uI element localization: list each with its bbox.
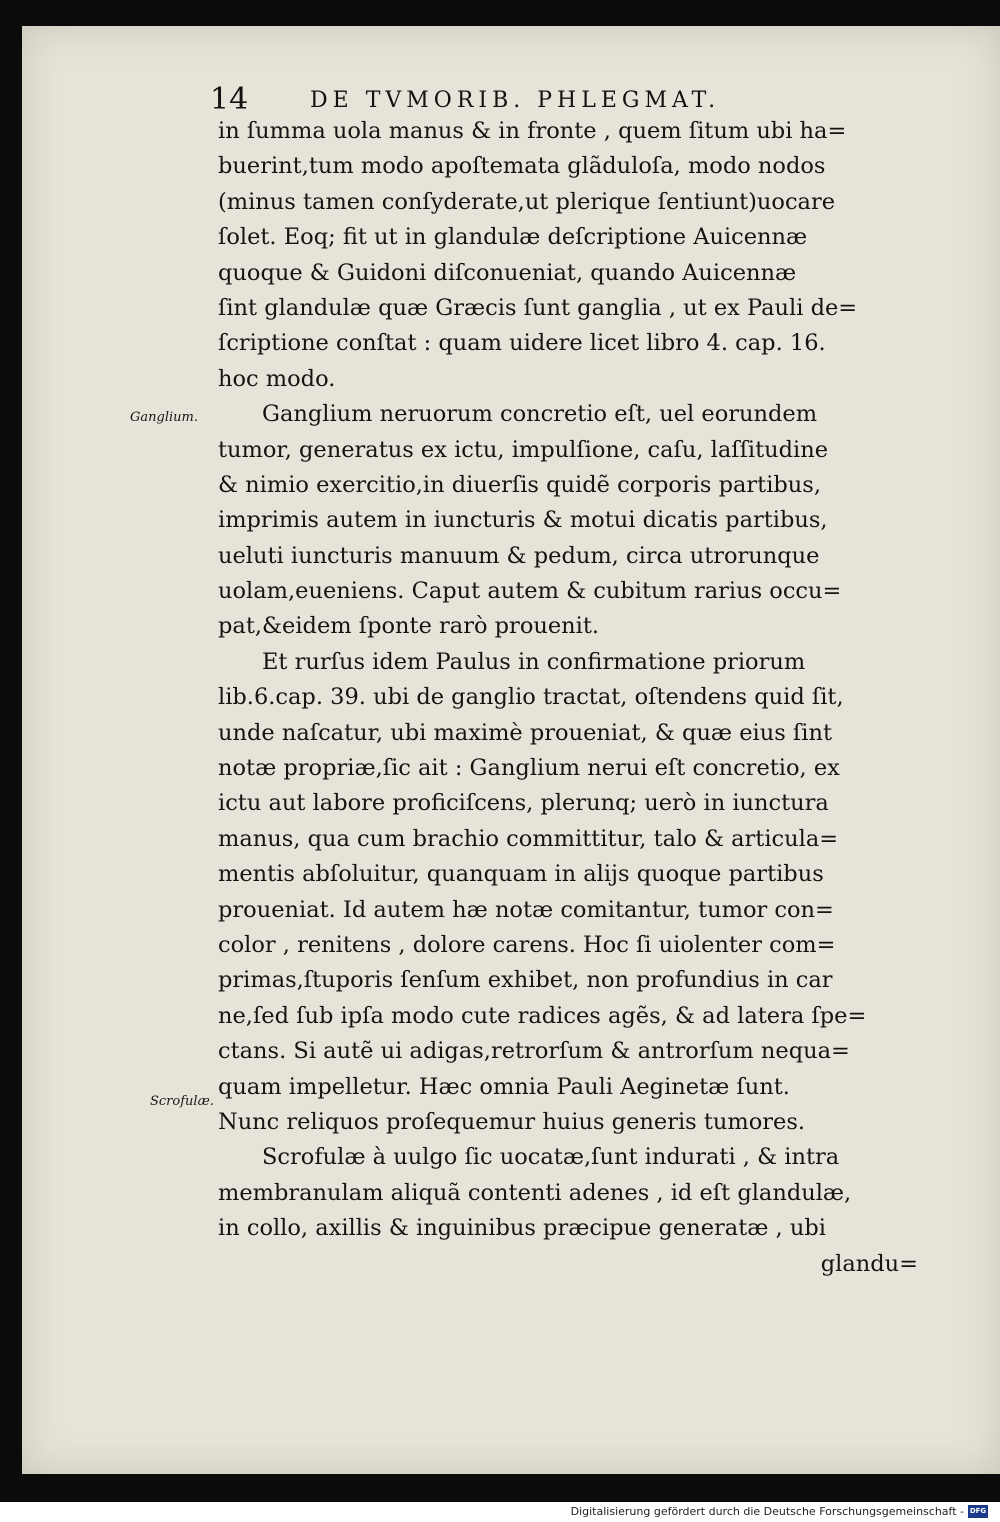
margin-note-scrofulae: Scrofulæ. <box>150 1094 214 1109</box>
text-line: ictu aut labore proficiſcens, plerunq; uerò in iunctura <box>218 790 829 817</box>
text-line: & nimio exercitio,in diuerſis quidẽ corporis partibus, <box>218 471 821 498</box>
running-title: DE TVMORIB. PHLEGMAT. <box>310 88 721 113</box>
text-line: ctans. Si autẽ ui adigas,retrorſum & antrorſum nequa= <box>218 1038 850 1065</box>
dfg-logo-icon: DFG <box>968 1505 988 1518</box>
text-line: Nunc reliquos proſequemur huius generis tumores. <box>218 1108 806 1135</box>
text-line: in ſumma uola manus & in fronte , quem ſitum ubi ha= <box>218 118 847 144</box>
text-line: (minus tamen conſyderate,ut plerique ſentiunt)uocare <box>218 188 836 215</box>
text-line: Et rurſus idem Paulus in confirmatione priorum <box>262 648 806 675</box>
text-line: ſcriptione conſtat : quam uidere licet libro 4. cap. 16. <box>218 330 826 357</box>
text-line: mentis abſoluitur, quanquam in alijs quoque partibus <box>218 861 824 888</box>
text-line: ſolet. Eoq; fit ut in glandulæ deſcriptione Auicennæ <box>218 224 808 251</box>
text-line: quam impelletur. Hæc omnia Pauli Aeginetæ ſunt. <box>218 1073 790 1100</box>
text-line: ueluti iuncturis manuum & pedum, circa utrorunque <box>218 542 820 569</box>
text-line: tumor, generatus ex ictu, impulſione, caſu, laſſitudine <box>218 436 829 463</box>
body-text <box>218 114 918 1282</box>
text-line: uolam,eueniens. Caput autem & cubitum rarius occu= <box>218 578 842 605</box>
text-line: Ganglium neruorum concretio eſt, uel eorundem <box>262 401 818 428</box>
text-line: pat,&eidem ſponte rarò prouenit. <box>218 613 600 640</box>
funding-credit: Digitalisierung gefördert durch die Deutsche Forschungsgemeinschaft - <box>570 1505 964 1518</box>
text-line: imprimis autem in iuncturis & motui dicatis partibus, <box>218 507 828 534</box>
margin-note-ganglium: Ganglium. <box>130 410 198 425</box>
text-line: ne,ſed ſub ipſa modo cute radices agẽs, & ad latera ſpe= <box>218 1002 867 1029</box>
text-line: in collo, axillis & inguinibus præcipue generatæ , ubi <box>218 1215 826 1242</box>
text-line: ſint glandulæ quæ Græcis ſunt ganglia , ut ex Pauli de= <box>218 294 858 321</box>
text-line: proueniat. Id autem hæ notæ comitantur, tumor con= <box>218 896 834 923</box>
footer-bar <box>0 1502 1000 1522</box>
catchword: glandu= <box>820 1250 918 1277</box>
text-line: color , renitens , dolore carens. Hoc ſi uiolenter com= <box>218 931 836 958</box>
text-line: quoque & Guidoni diſconueniat, quando Auicennæ <box>218 259 797 286</box>
text-line: primas,ſtuporis ſenſum exhibet, non profundius in car <box>218 967 833 994</box>
text-line: lib.6.cap. 39. ubi de ganglio tractat, oſtendens quid ſit, <box>218 684 844 711</box>
text-line: Scrofulæ à uulgo ſic uocatæ,ſunt indurati , & intra <box>262 1144 840 1171</box>
text-line: notæ propriæ,ſic ait : Ganglium nerui eſt concretio, ex <box>218 755 840 782</box>
text-line: membranulam aliquã contenti adenes , id eſt glandulæ, <box>218 1179 852 1206</box>
text-line: manus, qua cum brachio committitur, talo & articula= <box>218 825 839 852</box>
text-line: unde naſcatur, ubi maximè proueniat, & quæ eius ſint <box>218 719 832 746</box>
text-line: hoc modo. <box>218 365 336 392</box>
page-number: 14 <box>210 82 249 117</box>
text-line: buerint,tum modo apoſtemata glãdulоſa, modo nodos <box>218 153 826 180</box>
